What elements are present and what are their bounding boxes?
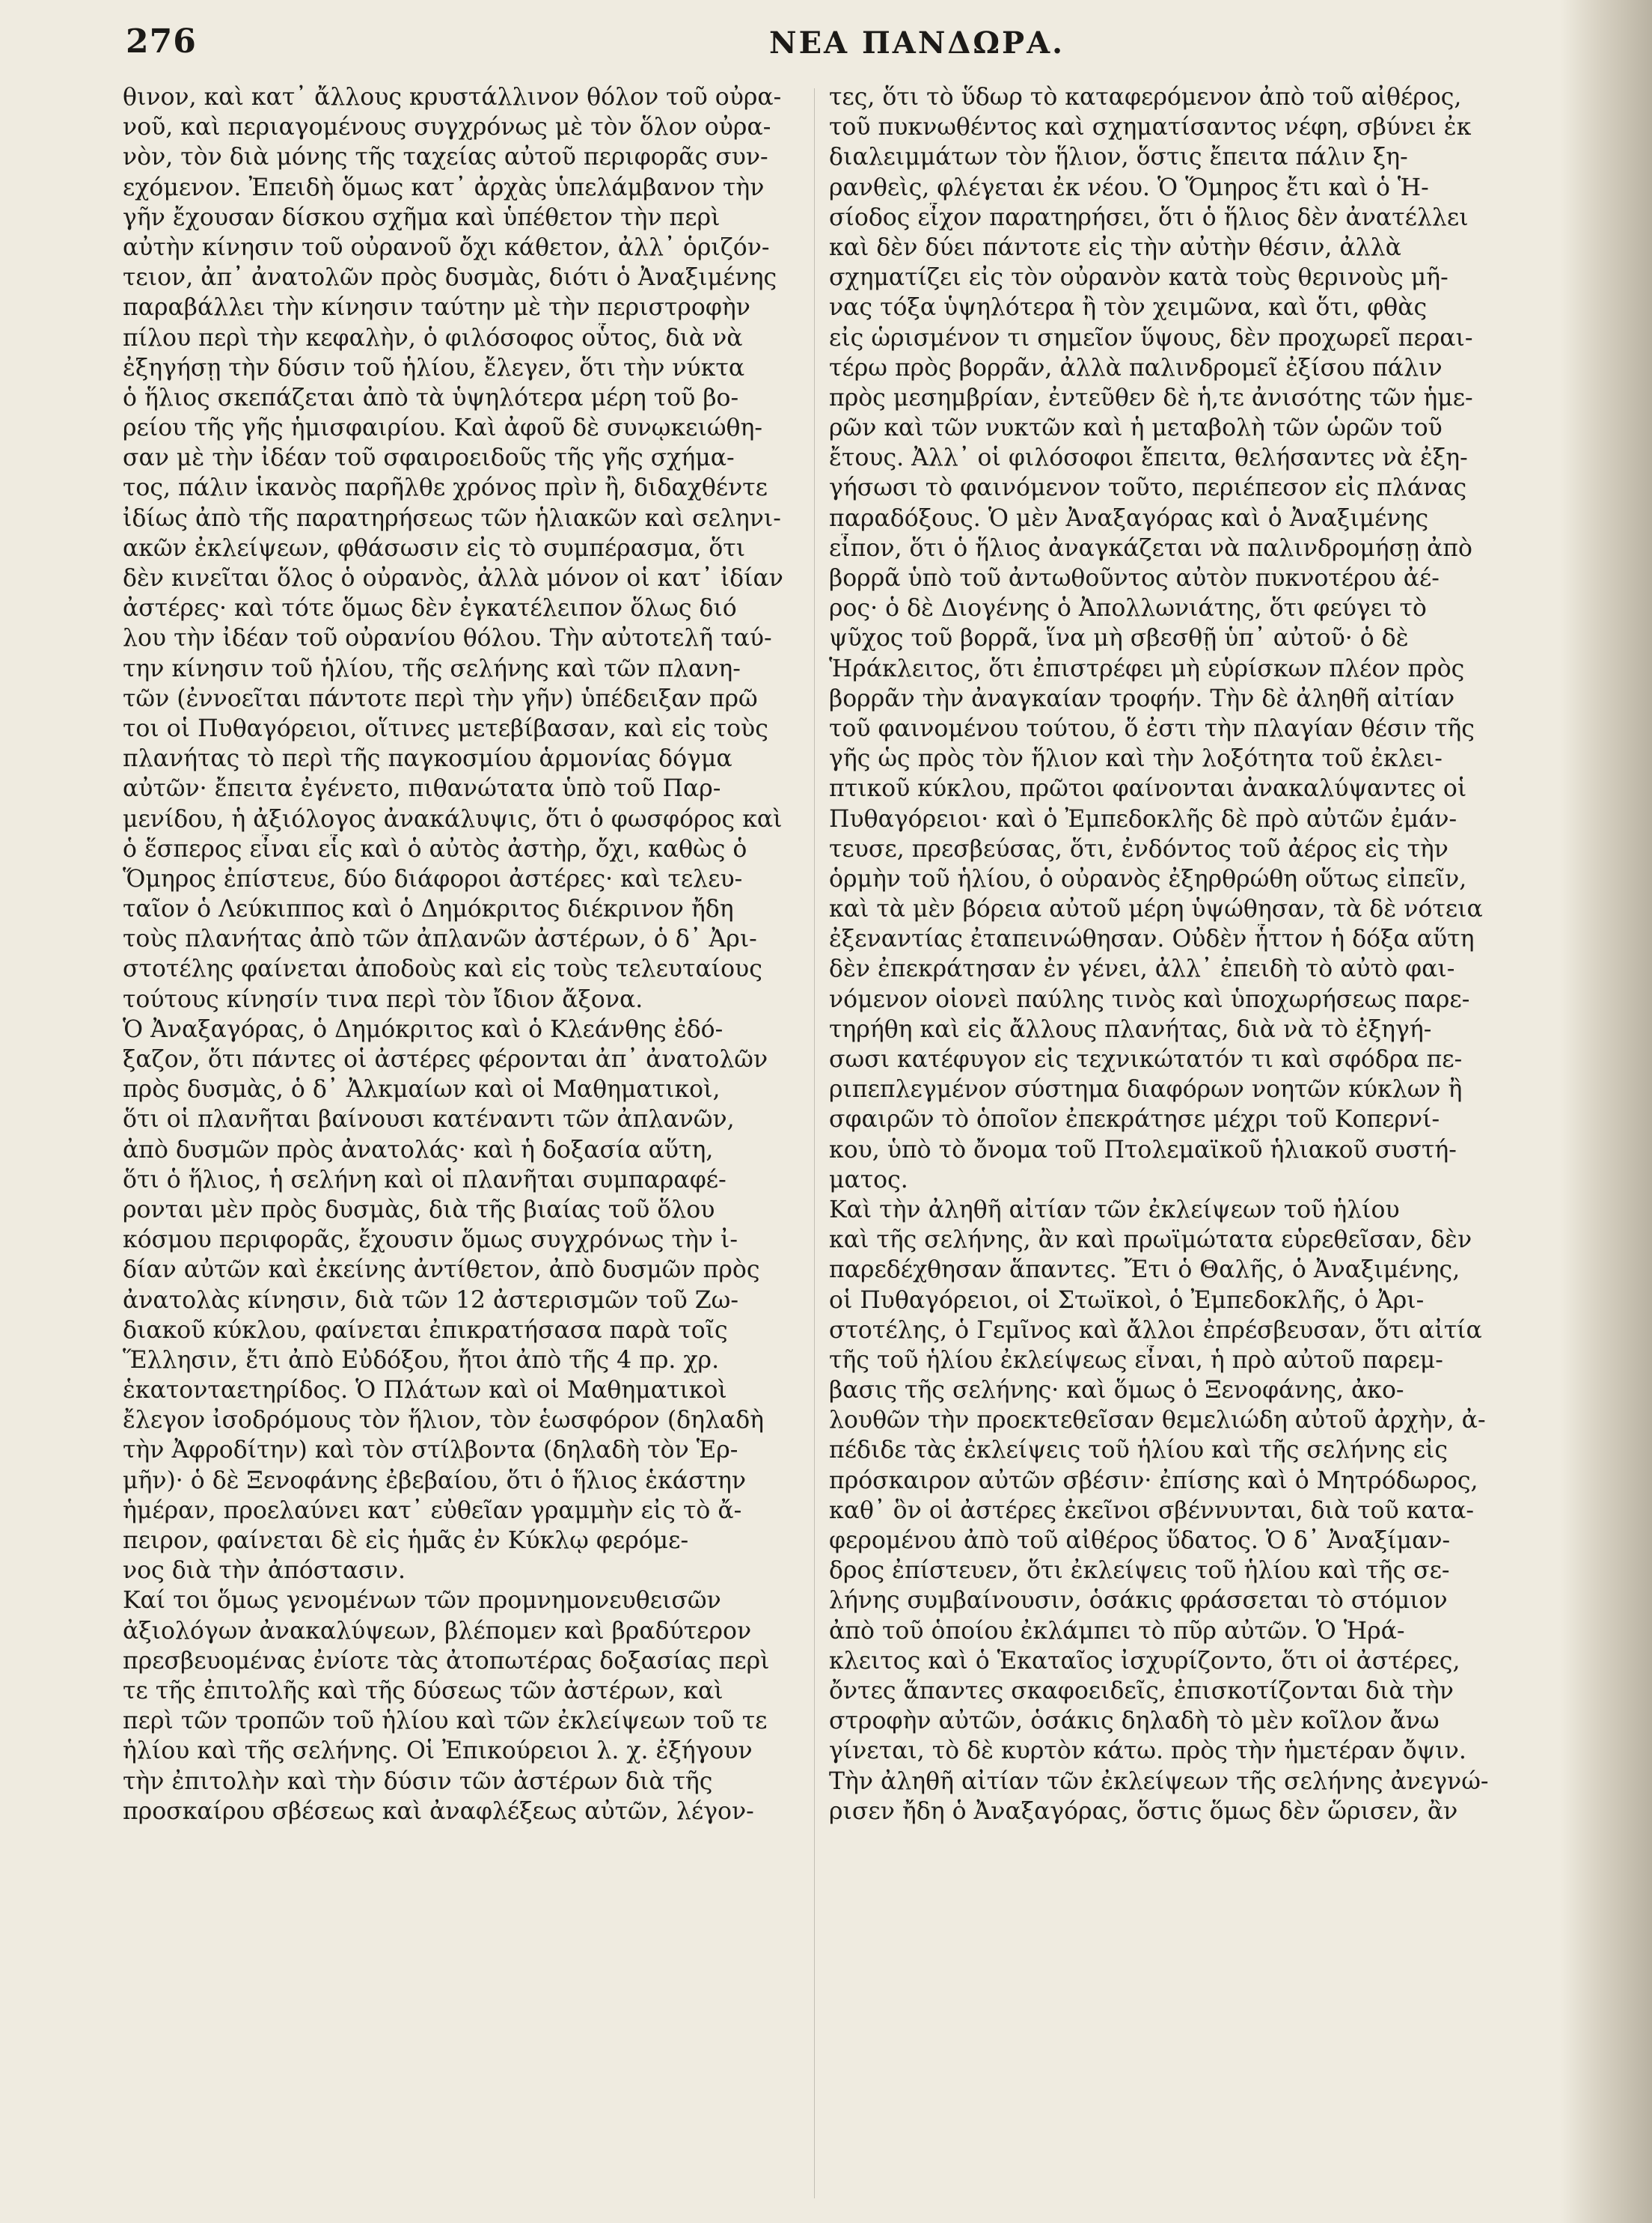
text-line: τοῦ πυκνωθέντος καὶ σχηματίσαντος νέφη, σβύνει ἐκ (829, 114, 1472, 141)
text-line: τειον, ἀπ᾽ ἀνατολῶν πρὸς δυσμὰς, διότι ὁ Ἀναξιμένης (123, 264, 777, 292)
page-gutter-shadow (1560, 0, 1652, 2223)
text-line: ἀξιολόγων ἀνακαλύψεων, βλέπομεν καὶ βραδύτερον (123, 1617, 752, 1645)
text-line: παραβάλλει τὴν κίνησιν ταύτην μὲ τὴν περιστροφὴν (123, 294, 750, 322)
text-line: Καί τοι ὅμως γενομένων τῶν προμνημονευθεισῶν (123, 1587, 721, 1615)
text-line: τοὺς πλανήτας ἀπὸ τῶν ἀπλανῶν ἀστέρων, ὁ δ᾽ Ἀρι- (123, 926, 757, 953)
text-line: σαν μὲ τὴν ἰδέαν τοῦ σφαιροειδοῦς τῆς γῆς σχήμα- (123, 444, 735, 472)
text-line: Τὴν ἀληθῆ αἰτίαν τῶν ἐκλείψεων τῆς σελήνης ἀνεγνώ- (829, 1767, 1489, 1795)
text-line: ψῦχος τοῦ βορρᾶ, ἵνα μὴ σβεσθῇ ὑπ᾽ αὐτοῦ· ὁ δὲ (829, 625, 1409, 652)
text-line: καὶ τὰ μὲν βόρεια αὐτοῦ μέρη ὑψώθησαν, τὰ δὲ νότεια (829, 896, 1483, 923)
text-line: ἑκατονταετηρίδος. Ὁ Πλάτων καὶ οἱ Μαθηματικοὶ (123, 1377, 727, 1404)
text-line: ρος· ὁ δὲ Διογένης ὁ Ἀπολλωνιάτης, ὅτι φεύγει τὸ (829, 595, 1427, 623)
text-line: Ὁ Ἀναξαγόρας, ὁ Δημόκριτος καὶ ὁ Κλεάνθης ἐδό- (123, 1015, 723, 1043)
text-line: καὶ δὲν δύει πάντοτε εἰς τὴν αὐτὴν θέσιν, ἀλλὰ (829, 233, 1401, 261)
text-line: τευσε, πρεσβεύσας, ὅτι, ἐνδόντος τοῦ ἀέρος εἰς τὴν (829, 835, 1448, 863)
text-line: ἰδίως ἀπὸ τῆς παρατηρήσεως τῶν ἡλιακῶν καὶ σεληνι- (123, 504, 781, 532)
text-line: ταῖον ὁ Λεύκιππος καὶ ὁ Δημόκριτος διέκρινον ἤδη (123, 896, 734, 923)
text-line: νόμενον οἱονεὶ παύλης τινὸς καὶ ὑποχωρήσεως παρε- (829, 985, 1470, 1013)
text-line: ὅτι ὁ ἥλιος, ἡ σελήνη καὶ οἱ πλανῆται συμπαραφέ- (123, 1166, 726, 1193)
text-line: κου, ὑπὸ τὸ ὄνομα τοῦ Πτολεμαϊκοῦ ἡλιακοῦ συστή- (829, 1136, 1457, 1164)
text-line: ἐξεναντίας ἐταπεινώθησαν. Οὐδὲν ἧττον ἡ δόξα αὕτη (829, 926, 1475, 953)
text-line: καθ᾽ ὃν οἱ ἀστέρες ἐκεῖνοι σβέννυνται, διὰ τοῦ κατα- (829, 1496, 1475, 1524)
text-line: τες, ὅτι τὸ ὕδωρ τὸ καταφερόμενον ἀπὸ τοῦ αἰθέρος, (829, 84, 1462, 111)
text-line: στοτέλης φαίνεται ἀποδοὺς καὶ εἰς τοὺς τελευταίους (123, 955, 762, 983)
text-line: την κίνησιν τοῦ ἡλίου, τῆς σελήνης καὶ τῶν πλανη- (123, 655, 741, 682)
text-line: ἡλίου καὶ τῆς σελήνης. Οἱ Ἐπικούρειοι λ. χ. ἐξήγουν (123, 1737, 753, 1765)
text-line: φερομένου ἀπὸ τοῦ αἰθέρος ὕδατος. Ὁ δ᾽ Ἀναξίμαν- (829, 1527, 1451, 1554)
text-line: γίνεται, τὸ δὲ κυρτὸν κάτω. πρὸς τὴν ἡμετέραν ὄψιν. (829, 1737, 1466, 1765)
text-line: δὲν κινεῖται ὅλος ὁ οὐρανὸς, ἀλλὰ μόνον οἱ κατ᾽ ἰδίαν (123, 565, 783, 592)
text-line: τοι οἱ Πυθαγόρειοι, οἵτινες μετεβίβασαν, καὶ εἰς τοὺς (123, 715, 768, 742)
text-line: ρισεν ἤδη ὁ Ἀναξαγόρας, ὅστις ὅμως δὲν ὥρισεν, ἂν (829, 1797, 1458, 1825)
text-line: ἀπὸ δυσμῶν πρὸς ἀνατολάς· καὶ ἡ δοξασία αὕτη, (123, 1136, 714, 1164)
text-line: πρόσκαιρον αὐτῶν σβέσιν· ἐπίσης καὶ ὁ Μητρόδωρος, (829, 1467, 1478, 1494)
text-line: ακῶν ἐκλείψεων, φθάσωσιν εἰς τὸ συμπέρασμα, ὅτι (123, 534, 746, 562)
text-line: σφαιρῶν τὸ ὁποῖον ἐπεκράτησε μέχρι τοῦ Κοπερνί- (829, 1106, 1440, 1134)
text-line: νὸν, τὸν διὰ μόνης τῆς ταχείας αὐτοῦ περιφορᾶς συν- (123, 144, 768, 171)
text-line: τοῦ φαινομένου τούτου, ὅ ἐστι τὴν πλαγίαν θέσιν τῆς (829, 715, 1475, 742)
text-line: αὐτὴν κίνησιν τοῦ οὐρανοῦ ὄχι κάθετον, ἀλλ᾽ ὁριζόν- (123, 233, 770, 261)
text-line: τηρήθη καὶ εἰς ἄλλους πλανήτας, διὰ νὰ τὸ ἐξηγή- (829, 1015, 1432, 1043)
text-line: γήσωσι τὸ φαινόμενον τοῦτο, περιέπεσον εἰς πλάνας (829, 474, 1467, 502)
text-line: πρὸς μεσημβρίαν, ἐντεῦθεν δὲ ἡ,τε ἀνισότης τῶν ἡμε- (829, 384, 1473, 412)
text-line: γῆν ἔχουσαν δίσκου σχῆμα καὶ ὑπέθετον τὴν περὶ (123, 204, 721, 231)
text-line: μῆν)· ὁ δὲ Ξενοφάνης ἐβεβαίου, ὅτι ὁ ἥλιος ἑκάστην (123, 1467, 747, 1494)
text-line: παρεδέχθησαν ἅπαντες. Ἔτι ὁ Θαλῆς, ὁ Ἀναξιμένης, (829, 1256, 1460, 1284)
text-line: τούτους κίνησίν τινα περὶ τὸν ἴδιον ἄξονα. (123, 985, 643, 1013)
text-line: ματος. (829, 1166, 908, 1193)
text-line: διακοῦ κύκλου, φαίνεται ἐπικρατήσασα παρὰ τοῖς (123, 1316, 728, 1344)
text-line: ἀνατολὰς κίνησιν, διὰ τῶν 12 ἀστερισμῶν τοῦ Ζω- (123, 1286, 739, 1314)
text-line: κόσμου περιφορᾶς, ἔχουσιν ὅμως συγχρόνως τὴν ἰ- (123, 1226, 738, 1254)
text-line: τὴν ἐπιτολὴν καὶ τὴν δύσιν τῶν ἀστέρων διὰ τῆς (123, 1767, 713, 1795)
text-line: ὄντες ἅπαντες σκαφοειδεῖς, ἐπισκοτίζονται διὰ τὴν (829, 1677, 1454, 1704)
text-line: εἰς ὡρισμένον τι σημεῖον ὕψους, δὲν προχωρεῖ περαι- (829, 324, 1473, 352)
text-line: ὁρμὴν τοῦ ἡλίου, ὁ οὐρανὸς ἐξηρθρώθη οὕτως εἰπεῖν, (829, 865, 1467, 893)
text-line: βορρᾶ ὑπὸ τοῦ ἀντωθοῦντος αὐτὸν πυκνοτέρου ἀέ- (829, 565, 1440, 592)
text-line: ρῶν καὶ τῶν νυκτῶν καὶ ἡ μεταβολὴ τῶν ὡρῶν τοῦ (829, 415, 1443, 442)
text-line: διαλειμμάτων τὸν ἥλιον, ὅστις ἔπειτα πάλιν ξη- (829, 144, 1408, 171)
text-line: πίλου περὶ τὴν κεφαλὴν, ὁ φιλόσοφος οὗτος, διὰ νὰ (123, 324, 743, 352)
text-line: εἶπον, ὅτι ὁ ἥλιος ἀναγκάζεται νὰ παλινδρομήσῃ ἀπὸ (829, 534, 1472, 562)
text-line: Καὶ τὴν ἀληθῆ αἰτίαν τῶν ἐκλείψεων τοῦ ἡλίου (829, 1196, 1400, 1223)
text-line: στροφὴν αὐτῶν, ὁσάκις δηλαδὴ τὸ μὲν κοῖλον ἄνω (829, 1707, 1440, 1735)
text-line: λουθῶν τὴν προεκτεθεῖσαν θεμελιώδη αὐτοῦ ἀρχὴν, ἀ- (829, 1407, 1486, 1434)
text-line: πρὸς δυσμὰς, ὁ δ᾽ Ἀλκμαίων καὶ οἱ Μαθηματικοὶ, (123, 1076, 721, 1104)
column-divider (814, 88, 815, 2198)
text-line: εχόμενον. Ἐπειδὴ ὅμως κατ᾽ ἀρχὰς ὑπελάμβανον τὴν (123, 174, 765, 201)
page-header (126, 22, 1532, 67)
text-line: θινον, καὶ κατ᾽ ἄλλους κρυστάλλινον θόλον τοῦ οὐρα- (123, 84, 782, 111)
text-line: τῶν (ἐννοεῖται πάντοτε περὶ τὴν γῆν) ὑπέδειξαν πρῶ (123, 685, 758, 712)
text-line: δρος ἐπίστευεν, ὅτι ἐκλείψεις τοῦ ἡλίου καὶ τῆς σε- (829, 1557, 1450, 1585)
text-line: καὶ τῆς σελήνης, ἂν καὶ πρωϊμώτατα εὑρεθεῖσαν, δὲν (829, 1226, 1472, 1254)
text-line: λου τὴν ἰδέαν τοῦ οὐρανίου θόλου. Τὴν αὐτοτελῆ ταύ- (123, 625, 772, 652)
text-line: ὁ ἥλιος σκεπάζεται ἀπὸ τὰ ὑψηλότερα μέρη τοῦ βο- (123, 384, 739, 412)
text-line: τέρω πρὸς βορρᾶν, ἀλλὰ παλινδρομεῖ ἐξίσου πάλιν (829, 354, 1443, 382)
text-line: ριπεπλεγμένον σύστημα διαφόρων νοητῶν κύκλων ἢ (829, 1076, 1463, 1104)
text-line: τὴν Ἀφροδίτην) καὶ τὸν στίλβοντα (δηλαδὴ τὸν Ἑρ- (123, 1437, 738, 1464)
text-line: Ἡράκλειτος, ὅτι ἐπιστρέφει μὴ εὑρίσκων πλέον πρὸς (829, 655, 1465, 682)
text-line: ρανθεὶς, φλέγεται ἐκ νέου. Ὁ Ὅμηρος ἔτι καὶ ὁ Ἡ- (829, 174, 1429, 201)
text-line: στοτέλης, ὁ Γεμῖνος καὶ ἄλλοι ἐπρέσβευσαν, ὅτι αἰτία (829, 1316, 1482, 1344)
text-line: νας τόξα ὑψηλότερα ἢ τὸν χειμῶνα, καὶ ὅτι, φθὰς (829, 294, 1428, 322)
text-line: βασις τῆς σελήνης· καὶ ὅμως ὁ Ξενοφάνης, ἀκο- (829, 1377, 1404, 1404)
text-line: ἐξηγήσῃ τὴν δύσιν τοῦ ἡλίου, ἔλεγεν, ὅτι τὴν νύκτα (123, 354, 745, 382)
text-line: ἡμέραν, προελαύνει κατ᾽ εὐθεῖαν γραμμὴν εἰς τὸ ἄ- (123, 1496, 742, 1524)
text-line: παραδόξους. Ὁ μὲν Ἀναξαγόρας καὶ ὁ Ἀναξιμένης (829, 504, 1429, 532)
text-line: Πυθαγόρειοι· καὶ ὁ Ἐμπεδοκλῆς δὲ πρὸ αὐτῶν ἐμάν- (829, 805, 1457, 833)
text-line: ὅτι οἱ πλανῆται βαίνουσι κατέναντι τῶν ἀπλανῶν, (123, 1106, 735, 1134)
text-line: δίαν αὐτῶν καὶ ἐκείνης ἀντίθετον, ἀπὸ δυσμῶν πρὸς (123, 1256, 760, 1284)
text-line: ἔλεγον ἰσοδρόμους τὸν ἥλιον, τὸν ἑωσφόρον (δηλαδὴ (123, 1407, 765, 1434)
text-line: τος, πάλιν ἱκανὸς παρῆλθε χρόνος πρὶν ἢ, διδαχθέντε (123, 474, 768, 502)
text-line: πέδιδε τὰς ἐκλείψεις τοῦ ἡλίου καὶ τῆς σελήνης εἰς (829, 1437, 1448, 1464)
text-line: πειρον, φαίνεται δὲ εἰς ἡμᾶς ἐν Κύκλῳ φερόμε- (123, 1527, 689, 1554)
running-title: ΝΕΑ ΠΑΝΔΩΡΑ. (769, 25, 1065, 61)
text-line: σίοδος εἶχον παρατηρήσει, ὅτι ὁ ἥλιος δὲν ἀνατέλλει (829, 204, 1469, 231)
text-line: πλανήτας τὸ περὶ τῆς παγκοσμίου ἁρμονίας δόγμα (123, 745, 732, 773)
text-line: Ὅμηρος ἐπίστευε, δύο διάφοροι ἀστέρες· καὶ τελευ- (123, 865, 743, 893)
text-line: ἀστέρες· καὶ τότε ὅμως δὲν ἐγκατέλειπον ὅλως διό (123, 595, 737, 623)
text-line: περὶ τῶν τροπῶν τοῦ ἡλίου καὶ τῶν ἐκλείψεων τοῦ τε (123, 1707, 768, 1735)
text-line: ρείου τῆς γῆς ἡμισφαιρίου. Καὶ ἀφοῦ δὲ συνῳκειώθη- (123, 415, 763, 442)
text-line: βορρᾶν τὴν ἀναγκαίαν τροφήν. Τὴν δὲ ἀληθῆ αἰτίαν (829, 685, 1455, 712)
text-line: δὲν ἐπεκράτησαν ἐν γένει, ἀλλ᾽ ἐπειδὴ τὸ αὐτὸ φαι- (829, 955, 1455, 983)
page-number: 276 (126, 22, 197, 61)
text-line: οἱ Πυθαγόρειοι, οἱ Στωϊκοὶ, ὁ Ἐμπεδοκλῆς, ὁ Ἀρι- (829, 1286, 1425, 1314)
text-line: σχηματίζει εἰς τὸν οὐρανὸν κατὰ τοὺς θερινοὺς μῆ- (829, 264, 1448, 292)
text-line: πτικοῦ κύκλου, πρῶτοι φαίνονται ἀνακαλύψαντες οἱ (829, 775, 1467, 803)
text-line: μενίδου, ἡ ἀξιόλογος ἀνακάλυψις, ὅτι ὁ φωσφόρος καὶ (123, 805, 783, 833)
text-line: προσκαίρου σβέσεως καὶ ἀναφλέξεως αὐτῶν, λέγον- (123, 1797, 754, 1825)
text-line: αὐτῶν· ἔπειτα ἐγένετο, πιθανώτατα ὑπὸ τοῦ Παρ- (123, 775, 721, 803)
text-line: τε τῆς ἐπιτολῆς καὶ τῆς δύσεως τῶν ἀστέρων, καὶ (123, 1677, 723, 1704)
text-line: ὁ ἕσπερος εἶναι εἷς καὶ ὁ αὐτὸς ἀστὴρ, ὄχι, καθὼς ὁ (123, 835, 747, 863)
text-line: ἔτους. Ἀλλ᾽ οἱ φιλόσοφοι ἔπειτα, θελήσαντες νὰ ἐξη- (829, 444, 1468, 472)
left-text-column (123, 82, 800, 1826)
text-line: νος διὰ τὴν ἀπόστασιν. (123, 1557, 406, 1585)
text-line: λήνης συμβαίνουσιν, ὁσάκις φράσσεται τὸ στόμιον (829, 1587, 1448, 1615)
text-line: σωσι κατέφυγον εἰς τεχνικώτατόν τι καὶ σφόδρα πε- (829, 1046, 1463, 1073)
text-line: ρονται μὲν πρὸς δυσμὰς, διὰ τῆς βιαίας τοῦ ὅλου (123, 1196, 715, 1223)
right-text-column (829, 82, 1529, 1826)
text-line: γῆς ὡς πρὸς τὸν ἥλιον καὶ τὴν λοξότητα τοῦ ἐκλει- (829, 745, 1443, 773)
text-line: ἀπὸ τοῦ ὁποίου ἐκλάμπει τὸ πῦρ αὐτῶν. Ὁ Ἡρά- (829, 1617, 1405, 1645)
text-line: κλειτος καὶ ὁ Ἑκαταῖος ἰσχυρίζοντο, ὅτι οἱ ἀστέρες, (829, 1647, 1460, 1675)
text-line: πρεσβευομένας ἐνίοτε τὰς ἀτοπωτέρας δοξασίας περὶ (123, 1647, 770, 1675)
text-line: τῆς τοῦ ἡλίου ἐκλείψεως εἶναι, ἡ πρὸ αὐτοῦ παρεμ- (829, 1346, 1443, 1374)
text-line: νοῦ, καὶ περιαγομένους συγχρόνως μὲ τὸν ὅλον οὐρα- (123, 114, 771, 141)
text-line: Ἕλλησιν, ἔτι ἀπὸ Εὐδόξου, ἤτοι ἀπὸ τῆς 4 πρ. χρ. (123, 1346, 720, 1374)
text-line: ξαζον, ὅτι πάντες οἱ ἀστέρες φέρονται ἀπ᾽ ἀνατολῶν (123, 1046, 768, 1073)
